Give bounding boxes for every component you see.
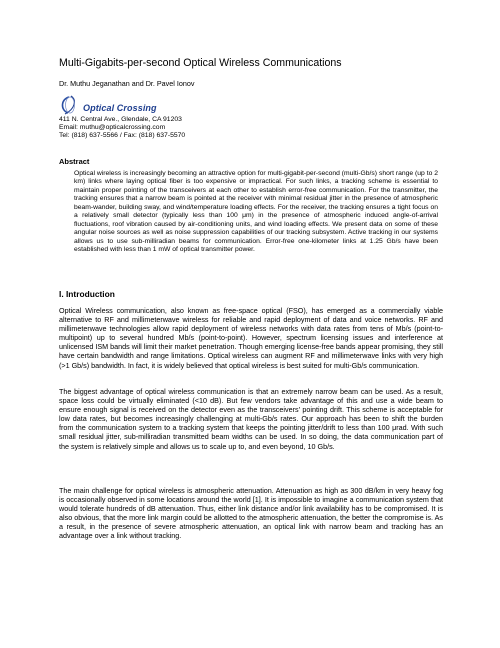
company-logo xyxy=(59,94,169,116)
section-heading-introduction: I. Introduction xyxy=(59,289,115,299)
author-line: Dr. Muthu Jeganathan and Dr. Pavel Ionov xyxy=(59,79,195,88)
contact-block xyxy=(59,116,185,141)
body-paragraph: Optical Wireless communication, also known as free-space optical (FSO), has emerged as a commercially viable alternative to RF and millimeterwave wireless for reliable and rapid deployment of data and voice networks. RF and millimeterwave technologies allow rapid deployment of wireless networks with data rates from tens of Mb/s (point-to-multipoint) up to several hundred Mb/s (point-to-point). However, spectrum licensing issues and interference at unlicensed ISM bands will limit their market penetration. Though emerging license-free bands appear promising, they still have certain bandwidth and range limitations. Optical wireless can augment RF and millimeterwave links with very high (>1 Gb/s) bandwidth. In fact, it is widely believed that optical wireless is best suited for multi-Gb/s communication. xyxy=(59,306,443,370)
body-paragraph: The biggest advantage of optical wireless communication is that an extremely narrow beam can be used. As a result, space loss could be virtually eliminated (<10 dB). But few vendors take advantage of this and use a wide beam to ensure enough signal is received on the detector even as the transceivers' pointing drift. This scheme is acceptable for low data rates, but becomes increasingly challenging at multi-Gb/s rates. Our approach has been to shift the burden from the communication system to a tracking system that keeps the pointing jitter/drift to less than 100 μrad. With such small residual jitter, sub-milliradian transmitted beam widths can be used. In so doing, the data communication part of the system is relatively simple and allows us to scale up to, and even beyond, 10 Gb/s. xyxy=(59,387,443,451)
abstract-text: Optical wireless is increasingly becoming an attractive option for multi-gigabit-per-second (multi-Gb/s) short range (up to 2 km) links where laying optical fiber is too expensive or impractical. For such links, a tracking scheme is essential to maintain proper pointing of the transceivers at each other to establish error-free communication. For the transmitter, the tracking ensures that a narrow beam is pointed at the receiver with minimal residual jitter in the presence of atmospheric beam-wander, building sway, and wind/temperature loading effects. For the receiver, the tracking ensures a tight focus on a relatively small detector (typically less than 100 μm) in the presence of atmospheric induced angle-of-arrival fluctuations, roof vibration caused by air-conditioning units, and wind loading effects. We present data on some of these angular noise sources as well as noise suppression capabilities of our tracking subsystem. Active tracking in our systems allows us to use sub-milliradian beams for communication. Error-free one-kilometer links at 1.25 Gb/s have been established with less than 1 mW of optical transmitter power. xyxy=(74,170,438,254)
phone-fax-line: Tel: (818) 637-5566 / Fax: (818) 637-5570 xyxy=(59,132,186,140)
paper-title: Multi-Gigabits-per-second Optical Wireless Communications xyxy=(59,57,342,69)
address-line: 411 N. Central Ave., Glendale, CA 91203 xyxy=(59,116,182,123)
abstract-heading: Abstract xyxy=(59,157,90,166)
email-line: Email: muthu@opticalcrossing.com xyxy=(59,124,166,132)
body-paragraph: The main challenge for optical wireless is atmospheric attenuation. Attenuation as high as 300 dB/km in very heavy fog is occasionally observed in some locations around the world [1]. It is impossible to imagine a communication system that would tolerate hundreds of dB attenuation. Thus, either link distance and/or link availability has to be compromised. It is also obvious, that the more link margin could be allotted to the atmospheric attenuation, the better the compromise is. As a result, in the presence of severe atmospheric attenuation, an optical link with narrow beam and tracking has an advantage over a link without tracking. xyxy=(59,486,443,541)
logo-wordmark: Optical Crossing xyxy=(83,103,157,113)
